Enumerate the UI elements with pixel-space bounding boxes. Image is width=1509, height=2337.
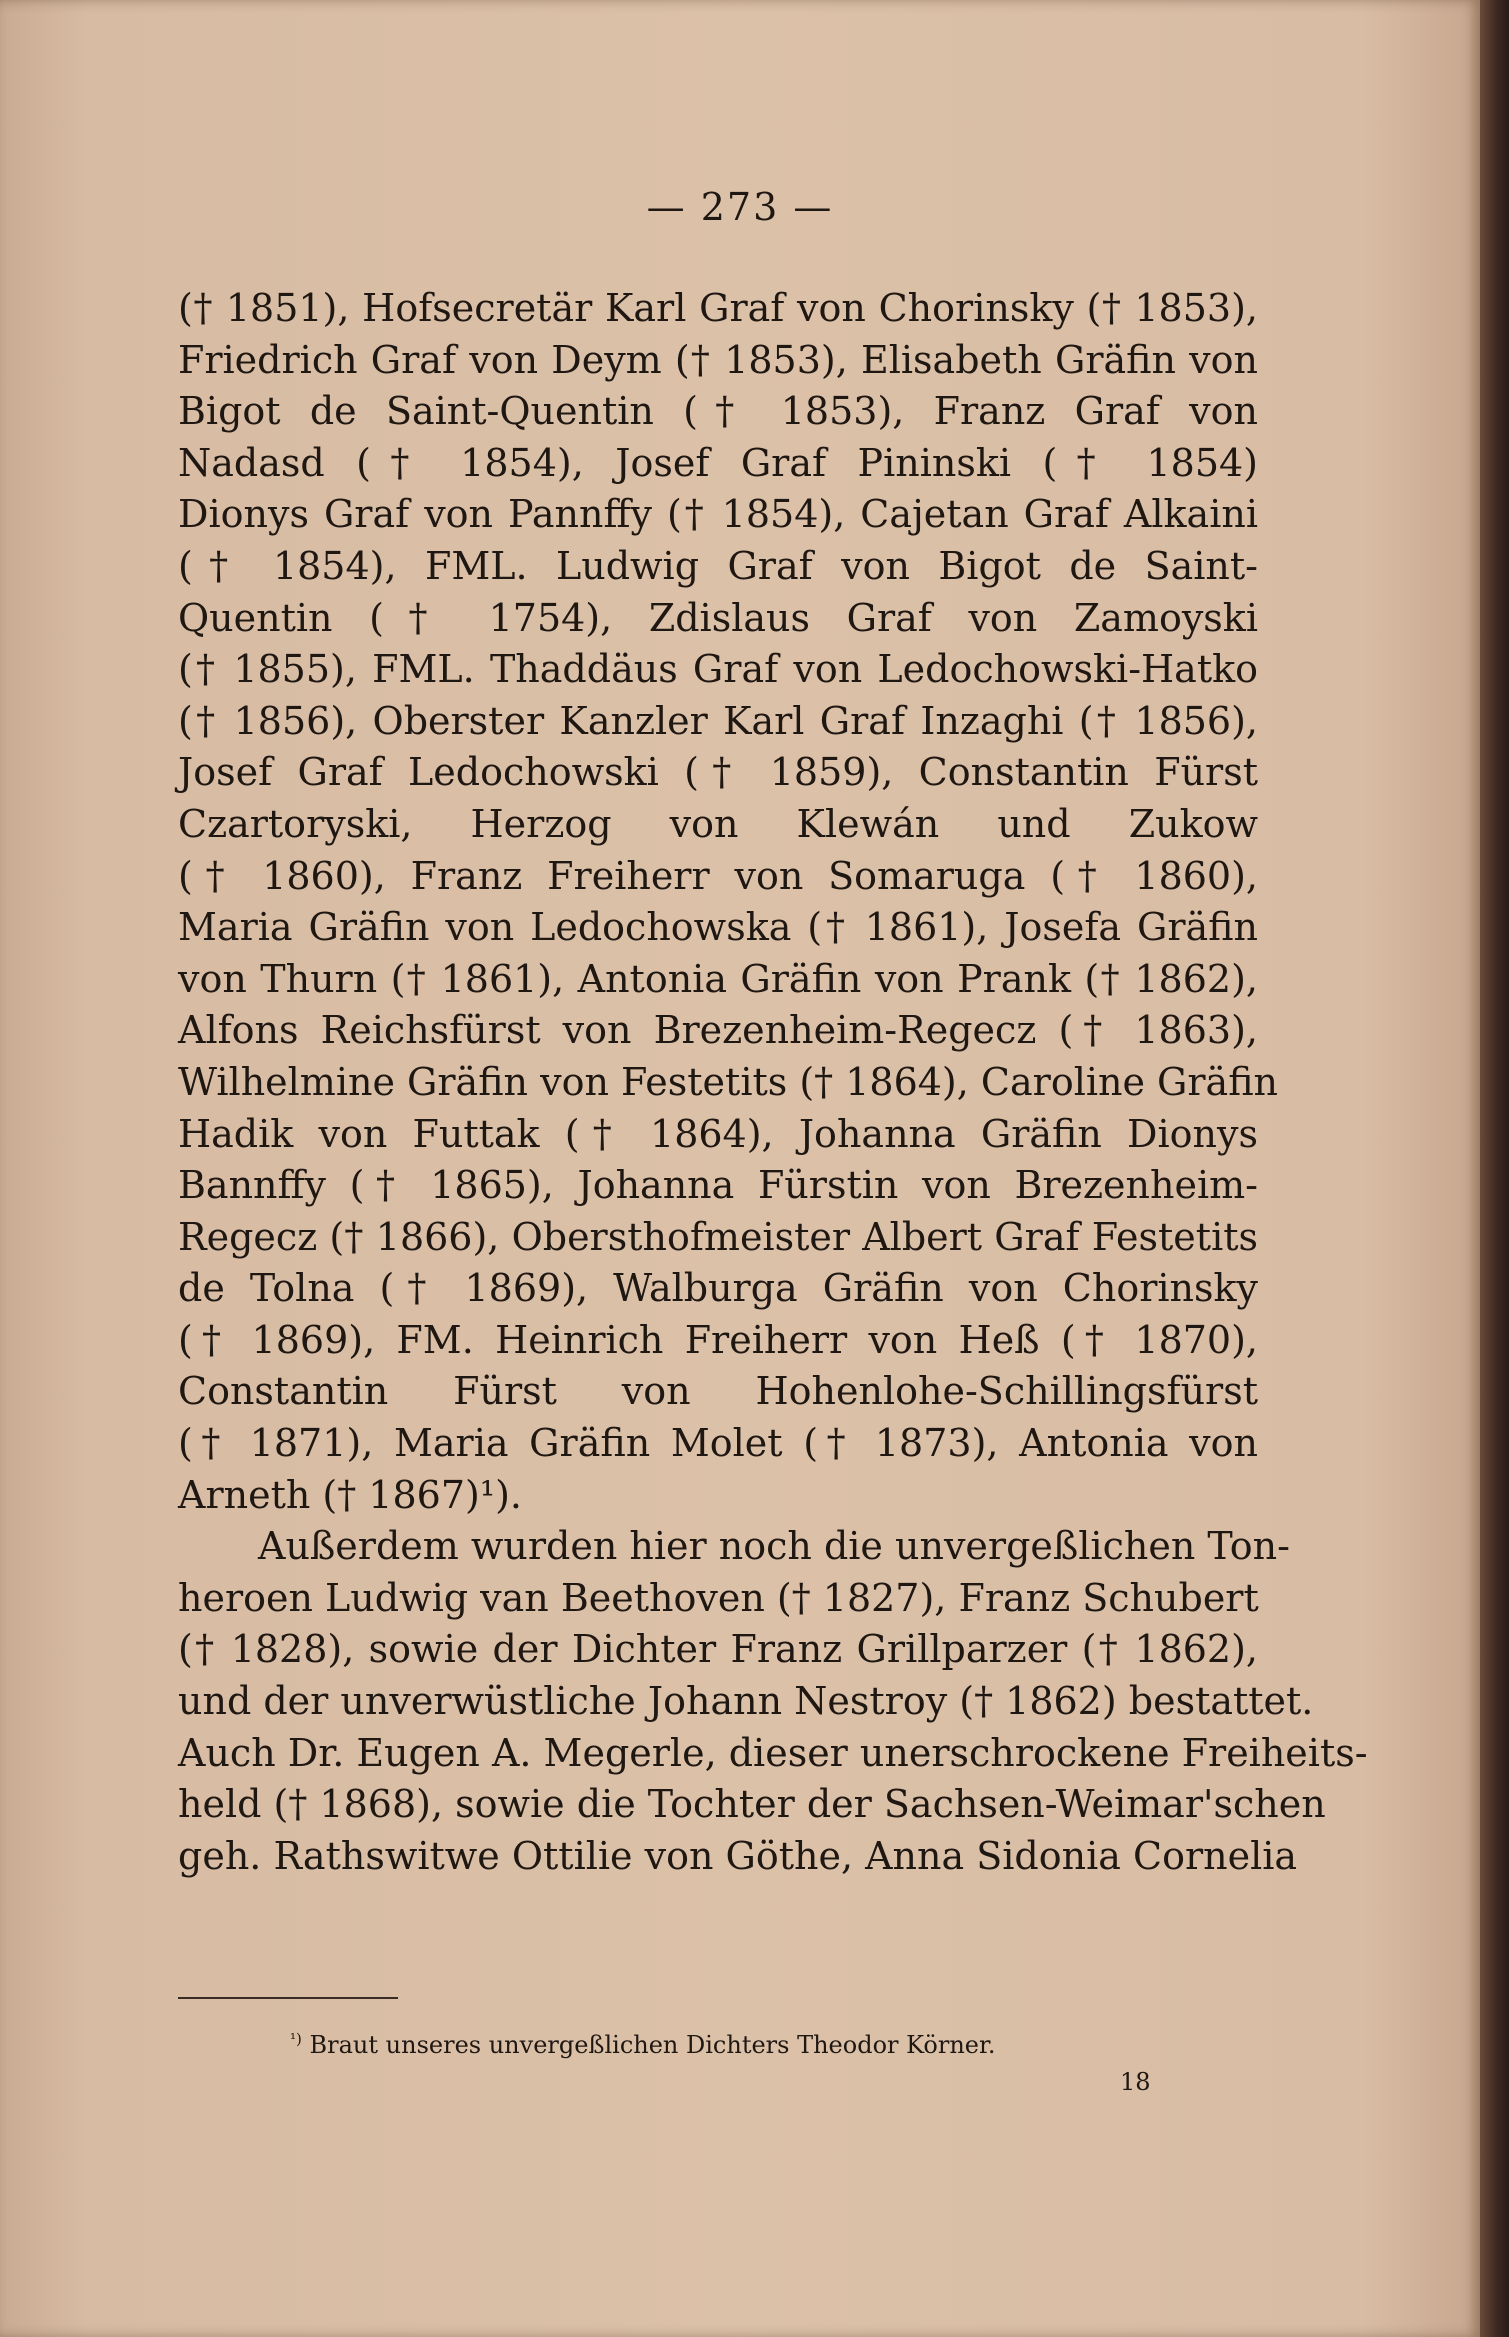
text-line: Wilhelmine Gräfin von Festetits († 1864), Caroline Gräfin <box>178 1059 1279 1104</box>
text-line: geh. Rathswitwe Ottilie von Göthe, Anna Sidonia Cornelia <box>178 1833 1298 1878</box>
text-line: held († 1868), sowie die Tochter der Sachsen-Weimar'schen <box>178 1782 1326 1827</box>
text-line: († 1854), FML. Ludwig Graf von Bigot de Saint- <box>178 543 1258 588</box>
text-line: Friedrich Graf von Deym († 1853), Elisabeth Gräfin von <box>178 337 1258 382</box>
text-line: heroen Ludwig van Beethoven († 1827), Franz Schubert <box>178 1575 1259 1620</box>
text-line: Alfons Reichsfürst von Brezenheim-Regecz († 1863), <box>178 1008 1258 1053</box>
text-line: Constantin Fürst von Hohenlohe-Schillingsfürst <box>178 1369 1258 1414</box>
text-line: de Tolna († 1869), Walburga Gräfin von Chorinsky <box>178 1266 1258 1311</box>
body-text <box>178 283 1368 1882</box>
text-line: († 1856), Oberster Kanzler Karl Graf Inzaghi († 1856), <box>178 698 1258 743</box>
footnote <box>290 2030 995 2059</box>
text-line: Hadik von Futtak († 1864), Johanna Gräfin Dionys <box>178 1111 1258 1156</box>
text-line: († 1860), Franz Freiherr von Somaruga († 1860), <box>178 853 1258 898</box>
text-line: Bigot de Saint-Quentin († 1853), Franz Graf von <box>178 389 1258 434</box>
footnote-text: Braut unseres unvergeßlichen Dichters Theodor Körner. <box>309 2031 996 2059</box>
text-line: Nadasd († 1854), Josef Graf Pininski († 1854) <box>178 440 1258 485</box>
text-line: Quentin († 1754), Zdislaus Graf von Zamoyski <box>178 595 1258 640</box>
page-number: — 273 — <box>646 185 834 229</box>
text-line: († 1851), Hofsecretär Karl Graf von Chorinsky († 1853), <box>178 286 1258 330</box>
text-line: († 1828), sowie der Dichter Franz Grillparzer († 1862), <box>178 1627 1258 1672</box>
text-line: († 1871), Maria Gräfin Molet († 1873), Antonia von <box>178 1421 1258 1466</box>
text-line: Regecz († 1866), Obersthofmeister Albert Graf Festetits <box>178 1214 1258 1259</box>
signature-mark: 18 <box>1120 2068 1151 2096</box>
text-line: Maria Gräfin von Ledochowska († 1861), Josefa Gräfin <box>178 905 1258 950</box>
text-line: von Thurn († 1861), Antonia Gräfin von Prank († 1862), <box>178 956 1258 1001</box>
footnote-marker: ¹) <box>290 2030 302 2048</box>
text-line: († 1855), FML. Thaddäus Graf von Ledochowski-Hatko <box>178 647 1258 692</box>
text-line: Josef Graf Ledochowski († 1859), Constantin Fürst <box>178 750 1258 795</box>
text-line: Arneth († 1867)¹). <box>178 1472 522 1517</box>
text-line: Dionys Graf von Pannffy († 1854), Cajetan Graf Alkaini <box>178 492 1258 537</box>
footnote-rule <box>178 1997 398 1999</box>
text-line: und der unverwüstliche Johann Nestroy († 1862) bestattet. <box>178 1679 1314 1724</box>
text-line: Auch Dr. Eugen A. Megerle, dieser unerschrockene Freiheits- <box>178 1730 1368 1775</box>
text-line: Außerdem wurden hier noch die unvergeßlichen Ton- <box>258 1524 1290 1569</box>
text-line: Czartoryski, Herzog von Klewán und Zukow <box>178 801 1258 846</box>
book-spine <box>1480 0 1509 2337</box>
text-line: Bannffy († 1865), Johanna Fürstin von Brezenheim- <box>178 1163 1258 1208</box>
text-line: († 1869), FM. Heinrich Freiherr von Heß († 1870), <box>178 1317 1258 1362</box>
